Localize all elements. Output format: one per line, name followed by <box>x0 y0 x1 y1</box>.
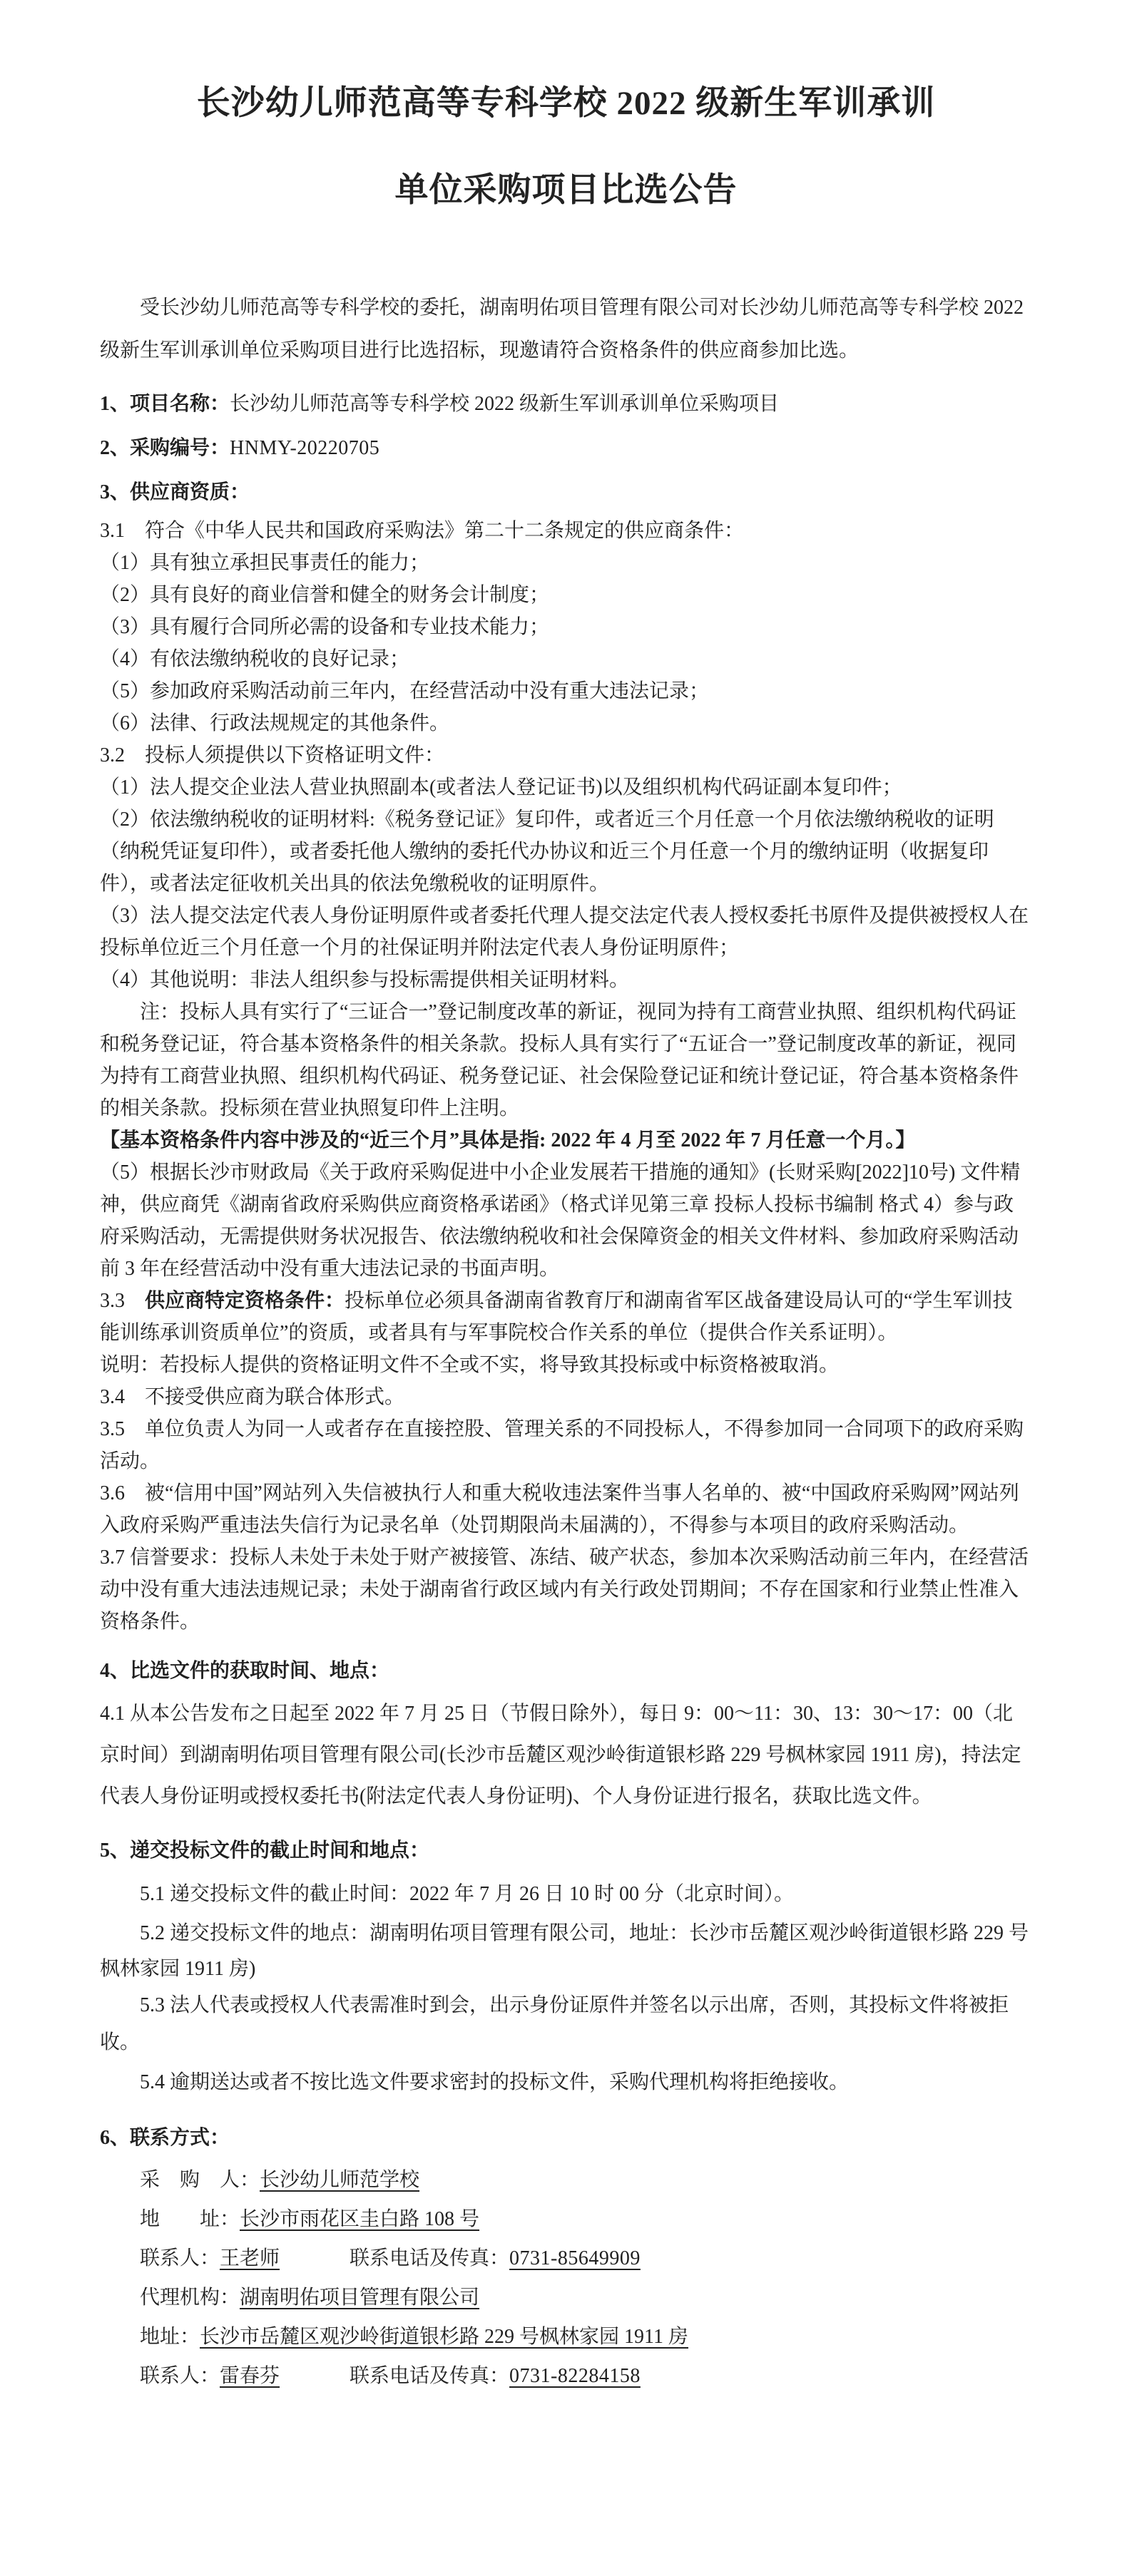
clause-3-1-item-1: （1）具有独立承担民事责任的能力； <box>100 552 430 574</box>
contact-label: 联系人： <box>140 2365 220 2387</box>
phone-fax-number: 0731-82284158 <box>509 2365 641 2387</box>
agency-address-label: 地址： <box>140 2326 200 2348</box>
page-title-line2: 单位采购项目比选公告 <box>394 172 738 209</box>
clause-3-5: 3.5 单位负责人为同一人或者存在直接控股、管理关系的不同投标人，不得参加同一合同项下的政府采购活动。 <box>100 1418 1024 1472</box>
purchaser-address-line <box>100 2200 1032 2239</box>
intro-paragraph: 受长沙幼儿师范高等专科学校的委托，湖南明佑项目管理有限公司对长沙幼儿师范高等专科学校 2022 级新生军训承训单位采购项目进行比选招标，现邀请符合资格条件的供应商参加比选。 <box>100 297 1024 361</box>
project-name-item <box>100 382 1032 426</box>
clause-3-1-item-5: （5）参加政府采购活动前三年内，在经营活动中没有重大违法记录； <box>100 680 710 702</box>
purchaser-address-label: 地 址： <box>140 2208 240 2230</box>
basic-qualification-bracket-note: 【基本资格条件内容中涉及的“近三个月”具体是指: 2022 年 4 月至 2022 年 7 月任意一个月。】 <box>100 1129 916 1151</box>
procurement-number-label: 2、采购编号： <box>100 437 230 459</box>
agency-line <box>100 2278 1032 2317</box>
clause-3-3-label: 供应商特定资格条件： <box>145 1290 345 1312</box>
clause-3-4: 3.4 不接受供应商为联合体形式。 <box>100 1386 405 1408</box>
clause-5-3: 5.3 法人代表或授权人代表需准时到会，出示身份证原件并签名以示出席，否则，其投标文件将被拒收。 <box>100 1994 1009 2053</box>
clause-3-1-item-2: （2）具有良好的商业信誉和健全的财务会计制度； <box>100 584 550 606</box>
clause-3-1-item-6: （6）法律、行政法规规定的其他条件。 <box>100 712 450 734</box>
phone-fax-number: 0731-85649909 <box>509 2247 641 2269</box>
clause-5-1: 5.1 递交投标文件的截止时间：2022 年 7 月 26 日 10 时 00 分（北京时间）。 <box>140 1883 795 1905</box>
clause-3-2-item-2: （2）依法缴纳税收的证明材料:《税务登记证》复印件，或者近三个月任意一个月依法缴纳税收的证明（纳税凭证复印件），或者委托他人缴纳的委托代办协议和近三个月任意一个月的缴纳证明（收据复印件），或者法定征收机关出具的依法免缴税收的证明原件。 <box>100 809 994 895</box>
purchaser-label: 采 购 人： <box>140 2169 260 2191</box>
purchaser-contact-line <box>100 2239 1032 2278</box>
clause-3-3 <box>100 1285 1032 1349</box>
clause-5-4: 5.4 逾期送达或者不按比选文件要求密封的投标文件，采购代理机构将拒绝接收。 <box>140 2071 850 2093</box>
clause-3-3-number: 3.3 <box>100 1290 146 1312</box>
phone-fax-label: 联系电话及传真： <box>350 2247 510 2269</box>
procurement-number-value: HNMY-20220705 <box>230 437 380 459</box>
contact-label: 联系人： <box>140 2247 220 2269</box>
clause-3-1: 3.1 符合《中华人民共和国政府采购法》第二十二条规定的供应商条件： <box>100 520 745 542</box>
contact-name: 雷春芬 <box>220 2365 280 2387</box>
clause-3-7: 3.7 信誉要求：投标人未处于未处于财产被接管、冻结、破产状态，参加本次采购活动前三年内，在经营活动中没有重大违法违规记录；未处于湖南省行政区域内有关行政处罚期间；不存在国家和行业禁止性准入资格条件。 <box>100 1546 1029 1633</box>
clause-4-1: 4.1 从本公告发布之日起至 2022 年 7 月 25 日（节假日除外），每日 9：00～11：30、13：30～17：00（北京时间）到湖南明佑项目管理有限公司(长沙市岳麓区观沙岭街道银杉路 229 号枫林家园 1911 房)，持法定代表人身份证明或授权委托书(附法定代表人身份证明)、个人身份证进行报名，获取比选文件。 <box>100 1703 1021 1807</box>
section4-heading: 4、比选文件的获取时间、地点： <box>100 1660 390 1682</box>
page-title-line1: 长沙幼儿师范高等专科学校 2022 级新生军训承训 <box>196 85 936 122</box>
agency-address: 长沙市岳麓区观沙岭街道银杉路 229 号枫林家园 1911 房 <box>200 2326 688 2348</box>
clause-5-2: 5.2 递交投标文件的地点：湖南明佑项目管理有限公司，地址：长沙市岳麓区观沙岭街道银杉路 229 号枫林家园 1911 房) <box>100 1922 1029 1980</box>
clause-3-6: 3.6 被“信用中国”网站列入失信被执行人和重大税收违法案件当事人名单的、被“中国政府采购网”网站列入政府采购严重违法失信行为记录名单（处罚期限尚未届满的），不得参与本项目的政府采购活动。 <box>100 1482 1019 1536</box>
purchaser-line <box>100 2160 1032 2200</box>
clause-3-2-item-5: （5）根据长沙市财政局《关于政府采购促进中小企业发展若干措施的通知》(长财采购[2022]10号) 文件精神，供应商凭《湖南省政府采购供应商资格承诺函》（格式详见第三章 投标人投标书编制 格式 4）参与政府采购活动，无需提供财务状况报告、依法缴纳税收和社会保障资金的相关文件材料、参加政府采购活动前 3 年在经营活动中没有重大违法记录的书面声明。 <box>100 1161 1021 1280</box>
purchaser-address: 长沙市雨花区圭白路 108 号 <box>240 2208 480 2230</box>
phone-fax-label: 联系电话及传真： <box>350 2365 510 2387</box>
procurement-number-item <box>100 426 1032 471</box>
clause-3-2-item-4: （4）其他说明：非法人组织参与投标需提供相关证明材料。 <box>100 969 630 991</box>
project-name-value: 长沙幼儿师范高等专科学校 2022 级新生军训承训单位采购项目 <box>230 393 780 415</box>
section5-heading: 5、递交投标文件的截止时间和地点： <box>100 1839 430 1862</box>
purchaser-name: 长沙幼儿师范学校 <box>260 2169 420 2191</box>
clause-3-2-item-1: （1）法人提交企业法人营业执照副本(或者法人登记证书)以及组织机构代码证副本复印件； <box>100 776 902 799</box>
clause-3-2: 3.2 投标人须提供以下资格证明文件： <box>100 744 445 766</box>
agency-name: 湖南明佑项目管理有限公司 <box>240 2287 480 2309</box>
clause-3-2-note: 注：投标人具有实行了“三证合一”登记制度改革的新证，视同为持有工商营业执照、组织机构代码证和税务登记证，符合基本资格条件的相关条款。投标人具有实行了“五证合一”登记制度改革的新证，视同为持有工商营业执照、组织机构代码证、税务登记证、社会保险登记证和统计登记证，符合基本资格条件的相关条款。投标须在营业执照复印件上注明。 <box>100 1001 1019 1119</box>
agency-address-line <box>100 2317 1032 2356</box>
project-name-label: 1、项目名称： <box>100 393 230 415</box>
contact-name: 王老师 <box>220 2247 280 2269</box>
agency-label: 代理机构： <box>140 2287 240 2309</box>
section6-heading: 6、联系方式： <box>100 2127 230 2149</box>
section3-heading: 3、供应商资质： <box>100 481 250 503</box>
clause-3-1-item-3: （3）具有履行合同所必需的设备和专业技术能力； <box>100 616 550 638</box>
page-title <box>100 78 1032 215</box>
clause-3-1-item-4: （4）有依法缴纳税收的良好记录； <box>100 648 410 670</box>
clause-3-2-item-3: （3）法人提交法定代表人身份证明原件或者委托代理人提交法定代表人授权委托书原件及提供被授权人在投标单位近三个月任意一个月的社保证明并附法定代表人身份证明原件； <box>100 905 1029 959</box>
clause-3-3-note: 说明：若投标人提供的资格证明文件不全或不实，将导致其投标或中标资格被取消。 <box>100 1354 840 1376</box>
clause-3-3-text: 投标单位必须具备湖南省教育厅和湖南省军区战备建设局认可的“学生军训技能训练承训资质单位”的资质，或者具有与军事院校合作关系的单位（提供合作关系证明）。 <box>100 1290 1013 1344</box>
agency-contact-line <box>100 2356 1032 2396</box>
